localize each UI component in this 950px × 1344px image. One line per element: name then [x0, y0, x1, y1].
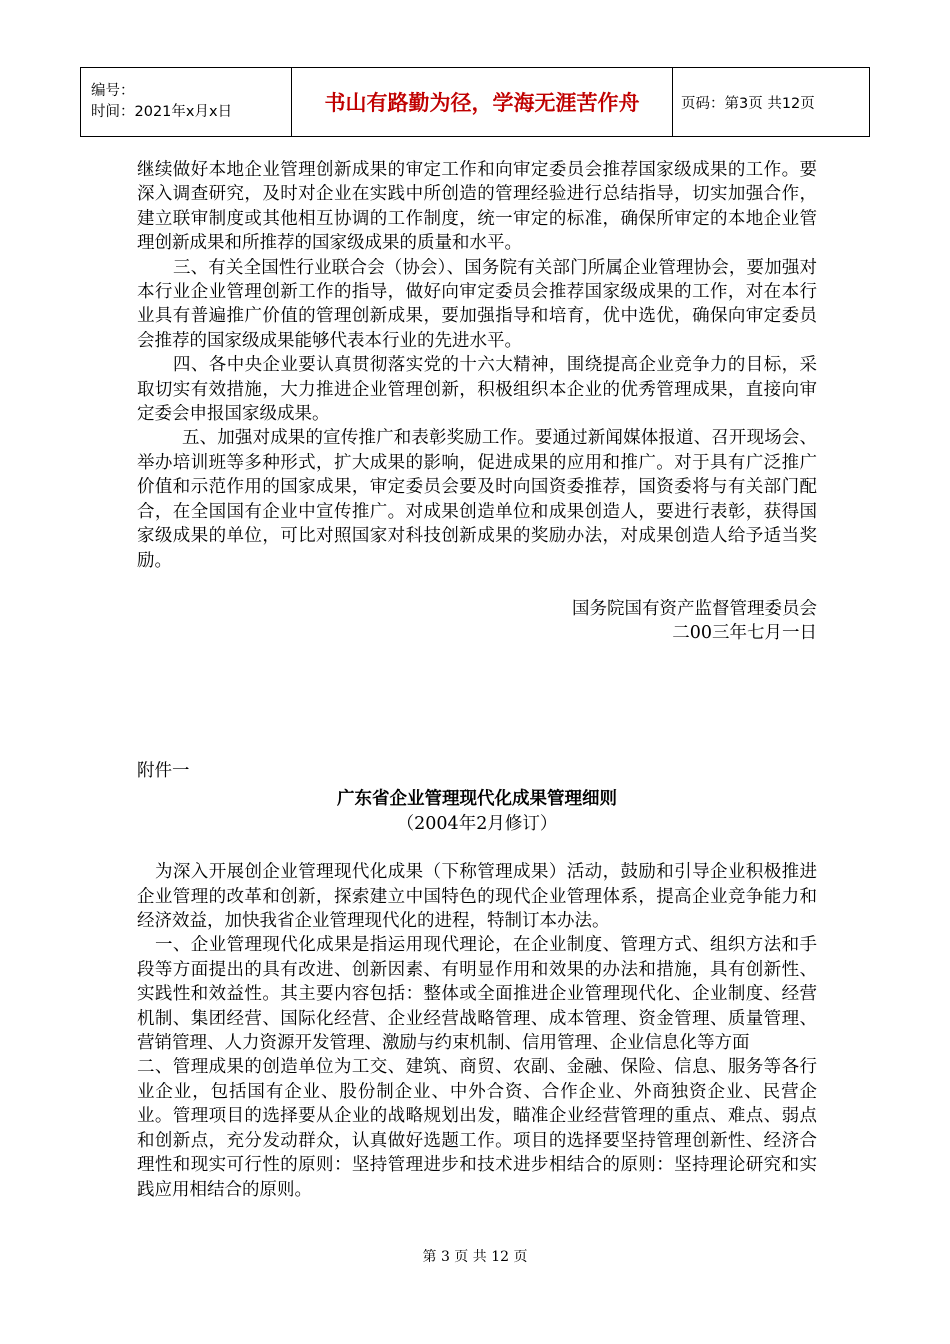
- doc-time-label: 时间：2021年x月x日: [91, 104, 233, 120]
- paragraph: 三、有关全国性行业联合会（协会）、国务院有关部门所属企业管理协会，要加强对本行业企业管理创新工作的指导，做好向审定委员会推荐国家级成果的工作，对在本行业具有普遍推广价值的管理创新成果，要加强指导和培育，优中选优，确保向审定委员会推荐的国家级成果能够代表本行业的先进水平。: [137, 257, 817, 351]
- paragraph: 继续做好本地企业管理创新成果的审定工作和向审定委员会推荐国家级成果的工作。要深入调查研究，及时对企业在实践中所创造的管理经验进行总结指导，切实加强合作，建立联审制度或其他相互协调的工作制度，统一审定的标准，确保所审定的本地企业管理创新成果和所推荐的国家级成果的质量和水平。: [137, 160, 817, 254]
- document-header: [80, 67, 870, 137]
- attachment-label: 附件一: [137, 761, 190, 781]
- paragraph: 二、管理成果的创造单位为工交、建筑、商贸、农副、金融、保险、信息、服务等各行业企业，包括国有企业、股份制企业、中外合资、合作企业、外商独资企业、民营企业。管理项目的选择要从企业的战略规划出发，瞄准企业经营管理的重点、难点、弱点和创新点，充分发动群众，认真做好选题工作。项目的选择要坚持管理创新性、经济合理性和现实可行性的原则：坚持管理进步和技术进步相结合的原则：坚持理论研究和实践应用相结合的原则。: [137, 1057, 817, 1200]
- signature-org: 国务院国有资产监督管理委员会: [572, 598, 817, 619]
- header-motto: 书山有路勤为径，学海无涯苦作舟: [292, 68, 673, 137]
- attachment-subtitle: （2004年2月修订）: [396, 813, 558, 834]
- header-meta-cell: [81, 68, 292, 137]
- header-page-info: 页码：第3页 共12页: [673, 68, 870, 137]
- page-footer: 第 3 页 共 12 页: [422, 1249, 528, 1265]
- paragraph: 为深入开展创企业管理现代化成果（下称管理成果）活动，鼓励和引导企业积极推进企业管理的改革和创新，探索建立中国特色的现代企业管理体系，提高企业竞争能力和经济效益，加快我省企业管理现代化的进程，特制订本办法。: [137, 862, 817, 932]
- paragraph: 四、各中央企业要认真贯彻落实党的十六大精神，围绕提高企业竞争力的目标，采取切实有效措施，大力推进企业管理创新，积极组织本企业的优秀管理成果，直接向审定委会申报国家级成果。: [137, 355, 817, 425]
- paragraph: 五、加强对成果的宣传推广和表彰奖励工作。要通过新闻媒体报道、召开现场会、举办培训班等多种形式，扩大成果的影响，促进成果的应用和推广。对于具有广泛推广价值和示范作用的国家成果，审定委员会要及时向国资委推荐，国资委将与有关部门配合，在全国国有企业中宣传推广。对成果创造单位和成果创造人，要进行表彰，获得国家级成果的单位，可比对照国家对科技创新成果的奖励办法，对成果创造人给予适当奖励。: [137, 428, 817, 571]
- attachment-title: 广东省企业管理现代化成果管理细则: [337, 789, 617, 810]
- signature-date: 二00三年七月一日: [672, 623, 817, 644]
- doc-number-label: 编号：: [91, 83, 135, 99]
- notice-body: [137, 158, 817, 646]
- attachment-section: [137, 759, 817, 1202]
- paragraph: 一、企业管理现代化成果是指运用现代理论，在企业制度、管理方式、组织方法和手段等方面提出的具有改进、创新因素、有明显作用和效果的办法和措施，具有创新性、实践性和效益性。其主要内容包括：整体或全面推进企业管理现代化、企业制度、经营机制、集团经营、国际化经营、企业经营战略管理、成本管理、资金管理、质量管理、营销管理、人力资源开发管理、激励与约束机制、信用管理、企业信息化等方面: [137, 935, 817, 1054]
